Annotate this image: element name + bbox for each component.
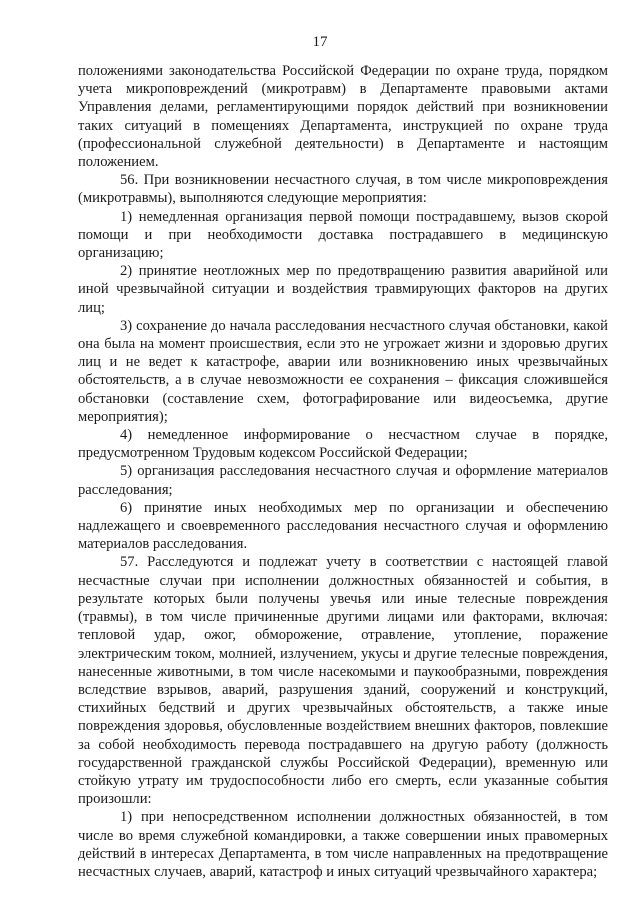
paragraph-56-item-4: 4) немедленное информирование о несчастном случае в порядке, предусмотренном Трудовым кодексом Российской Федерации; <box>78 427 608 462</box>
paragraph-56-item-6: 6) принятие иных необходимых мер по организации и обеспечению надлежащего и своевременного расследования несчастного случая и оформлению материалов расследования. <box>78 499 608 553</box>
paragraph-57-item-1: 1) при непосредственном исполнении должностных обязанностей, в том числе во время служебной командировки, а также совершении иных правомерных действий в интересах Департамента, в том числе направленных на предотвращение несчастных случаев, аварий, катастроф и иных ситуаций чрезвычайного характера; <box>78 809 608 880</box>
paragraph-56-item-5: 5) организация расследования несчастного случая и оформление материалов расследования; <box>78 463 608 498</box>
page-number: 17 <box>312 34 328 50</box>
paragraph-56-item-3: 3) сохранение до начала расследования несчастного случая обстановки, какой она была на момент происшествия, если это не угрожает жизни и здоровью других лиц и не ведет к катастрофе, аварии или возникновению иных чрезвычайных обстоятельств, а в случае невозможности ее сохранения – фиксация сложившейся обстановки (составление схем, фотографирование или видеосъемка, другие мероприятия); <box>78 317 608 425</box>
paragraph-56-item-2: 2) принятие неотложных мер по предотвращению развития аварийной или иной чрезвычайной ситуации и воздействия травмирующих факторов на других лиц; <box>78 263 608 316</box>
paragraph-56-item-1: 1) немедленная организация первой помощи пострадавшему, вызов скорой помощи и при необходимости доставка пострадавшего в медицинскую организацию; <box>78 208 608 262</box>
paragraph-continuation: положениями законодательства Российской Федерации по охране труда, порядком учета микроповреждений (микротравм) в Департаменте правовыми актами Управления делами, регламентирующими порядок действий при возникновении таких ситуаций в помещениях Департамента, инструкцией по охране труда (профессиональной служебной деятельности) в Департаменте и настоящим положением. <box>78 63 608 171</box>
body-text <box>78 62 608 881</box>
paragraph-56: 56. При возникновении несчастного случая, в том числе микроповреждения (микротравмы), выполняются следующие мероприятия: <box>78 172 608 207</box>
paragraph-57: 57. Расследуются и подлежат учету в соответствии с настоящей главой несчастные случаи при исполнении должностных обязанностей и события, в результате которых были получены увечья или иные телесные повреждения (травмы), в том числе причиненные другими лицами или факторами, включая: тепловой удар, ожог, обморожение, отравление, утопление, поражение электрическим током, молнией, излучением, укусы и другие телесные повреждения, нанесенные животными, в том числе насекомыми и паукообразными, повреждения вследствие взрывов, аварий, разрушения зданий, сооружений и конструкций, стихийных бедствий и других чрезвычайных обстоятельств, а также иные повреждения здоровья, обусловленные воздействием внешних факторов, повлекшие за собой необходимость перевода пострадавшего на другую работу (должность государственной гражданской службы Российской Федерации), временную или стойкую утрату им трудоспособности либо его смерть, если указанные события произошли: <box>78 554 608 808</box>
